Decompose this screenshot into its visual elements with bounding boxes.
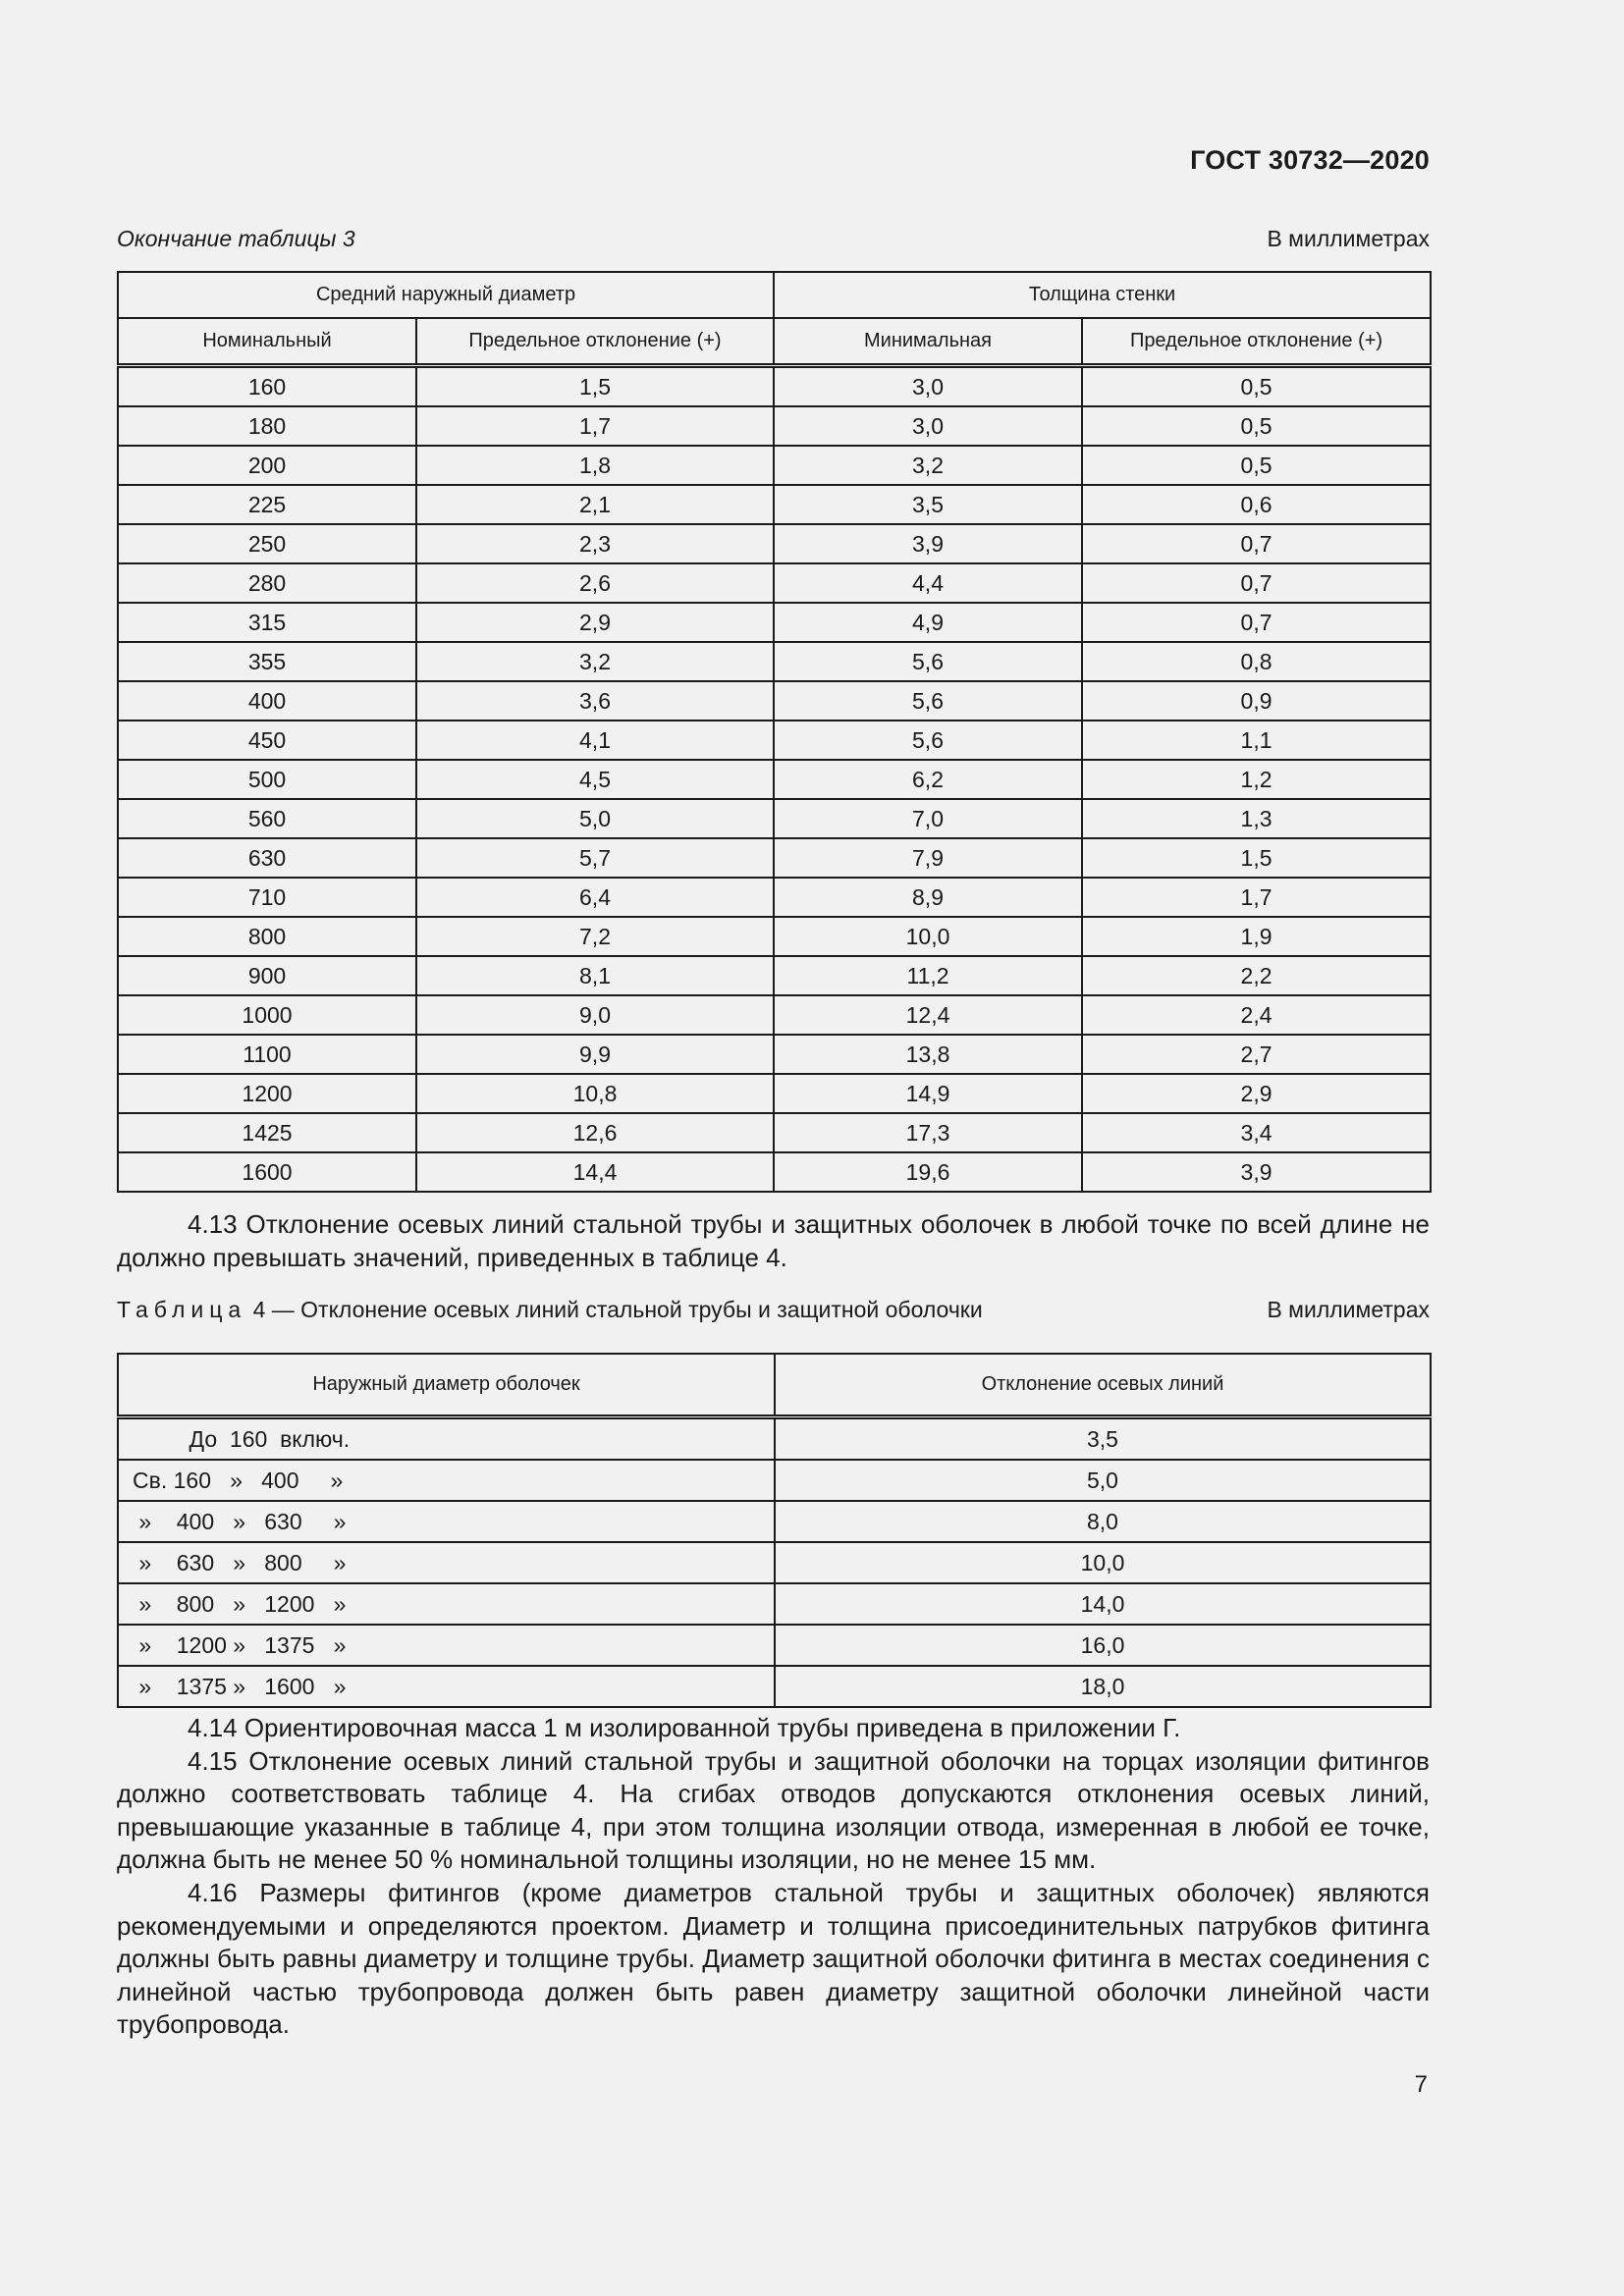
deviation-cell: 14,0 [775, 1583, 1431, 1625]
table-row [118, 446, 1431, 485]
table4-caption-text: 4 — Отклонение осевых линий стальной трубы и защитной оболочки [252, 1297, 983, 1322]
diameter-range-cell: Св. 160 » 400 » [118, 1460, 775, 1501]
table-cell: 0,9 [1082, 681, 1431, 721]
table-cell: 12,6 [416, 1113, 774, 1152]
table-cell: 280 [118, 563, 416, 603]
table-row [118, 406, 1431, 446]
table-cell: 1,2 [1082, 760, 1431, 799]
table-cell: 1,8 [416, 446, 774, 485]
table-cell: 0,7 [1082, 603, 1431, 642]
table-cell: 5,6 [774, 642, 1082, 681]
table-cell: 1000 [118, 995, 416, 1035]
table-cell: 0,7 [1082, 563, 1431, 603]
table-cell: 1425 [118, 1113, 416, 1152]
table-row [118, 681, 1431, 721]
table-cell: 3,5 [774, 485, 1082, 524]
table-row [118, 721, 1431, 760]
table-cell: 0,7 [1082, 524, 1431, 563]
diameter-range-cell: » 630 » 800 » [118, 1542, 775, 1583]
table3-column-header: Предельное отклонение (+) [416, 318, 774, 366]
table-cell: 13,8 [774, 1035, 1082, 1074]
table-cell: 5,0 [416, 799, 774, 838]
table-cell: 3,6 [416, 681, 774, 721]
table4-caption-label: Таблица [117, 1297, 247, 1322]
table-cell: 250 [118, 524, 416, 563]
table3-units: В миллиметрах [1267, 226, 1430, 251]
paragraphs-block [117, 1712, 1430, 2042]
table-row [118, 956, 1431, 995]
table-cell: 0,5 [1082, 446, 1431, 485]
table-row [118, 838, 1431, 878]
table-cell: 9,9 [416, 1035, 774, 1074]
table-cell: 0,6 [1082, 485, 1431, 524]
table-cell: 14,4 [416, 1152, 774, 1192]
table-cell: 355 [118, 642, 416, 681]
table-cell: 17,3 [774, 1113, 1082, 1152]
paragraph: 4.15 Отклонение осевых линий стальной трубы и защитной оболочки на торцах изоляции фитингов должно соответствовать таблице 4. На сгибах отводов допускаются отклонения осевых линий, превышающие указанные в таблице 4, при этом толщина изоляции отвода, измеренная в любой ее точке, должна быть не менее 50 % номинальной толщины изоляции, но не менее 15 мм. [117, 1745, 1430, 1875]
table-cell: 4,9 [774, 603, 1082, 642]
table-cell: 8,9 [774, 878, 1082, 917]
table-row [118, 1583, 1431, 1625]
table-row [118, 1666, 1431, 1707]
table3-group-header: Средний наружный диаметр [118, 272, 774, 318]
table-row [118, 563, 1431, 603]
diameter-range-cell: » 400 » 630 » [118, 1501, 775, 1542]
table-cell: 225 [118, 485, 416, 524]
table-row [118, 995, 1431, 1035]
table-cell: 4,5 [416, 760, 774, 799]
table-cell: 7,2 [416, 917, 774, 956]
table3-body [118, 366, 1431, 1193]
table-cell: 1600 [118, 1152, 416, 1192]
table-cell: 6,2 [774, 760, 1082, 799]
table-row [118, 799, 1431, 838]
table-cell: 2,7 [1082, 1035, 1431, 1074]
diameter-range-cell: » 1375 » 1600 » [118, 1666, 775, 1707]
deviation-cell: 10,0 [775, 1542, 1431, 1583]
table-row [118, 642, 1431, 681]
deviation-cell: 8,0 [775, 1501, 1431, 1542]
table-row [118, 1501, 1431, 1542]
table-cell: 10,0 [774, 917, 1082, 956]
table-cell: 8,1 [416, 956, 774, 995]
table-cell: 3,9 [774, 524, 1082, 563]
table-cell: 5,6 [774, 721, 1082, 760]
table3-column-header: Предельное отклонение (+) [1082, 318, 1431, 366]
table-cell: 710 [118, 878, 416, 917]
table-row [118, 760, 1431, 799]
table-row [118, 1152, 1431, 1192]
table-cell: 2,1 [416, 485, 774, 524]
table-cell: 0,8 [1082, 642, 1431, 681]
table-cell: 0,5 [1082, 366, 1431, 407]
deviation-cell: 3,5 [775, 1417, 1431, 1461]
table4-caption [117, 1297, 1430, 1323]
table3-group-header: Толщина стенки [774, 272, 1431, 318]
table3 [117, 271, 1432, 1193]
table4-column-header: Отклонение осевых линий [775, 1354, 1431, 1417]
table-cell: 9,0 [416, 995, 774, 1035]
table-row [118, 603, 1431, 642]
table-cell: 160 [118, 366, 416, 407]
table-cell: 2,6 [416, 563, 774, 603]
table3-caption [117, 226, 1430, 252]
table-cell: 3,2 [416, 642, 774, 681]
deviation-cell: 16,0 [775, 1625, 1431, 1666]
table-cell: 2,2 [1082, 956, 1431, 995]
table-row [118, 1035, 1431, 1074]
table-cell: 3,2 [774, 446, 1082, 485]
table-cell: 0,5 [1082, 406, 1431, 446]
table-cell: 5,7 [416, 838, 774, 878]
table-cell: 6,4 [416, 878, 774, 917]
table-row [118, 1625, 1431, 1666]
table-row [118, 878, 1431, 917]
table-cell: 3,4 [1082, 1113, 1431, 1152]
table-row [118, 366, 1431, 407]
table4 [117, 1353, 1432, 1708]
table-cell: 11,2 [774, 956, 1082, 995]
table-row [118, 917, 1431, 956]
table-row [118, 1113, 1431, 1152]
table4-units: В миллиметрах [1267, 1297, 1430, 1322]
table4-column-header: Наружный диаметр оболочек [118, 1354, 775, 1417]
page-number: 7 [1414, 2071, 1428, 2098]
table-cell: 1,5 [1082, 838, 1431, 878]
table-cell: 7,0 [774, 799, 1082, 838]
table-cell: 4,1 [416, 721, 774, 760]
table-cell: 630 [118, 838, 416, 878]
table-row [118, 1417, 1431, 1461]
table-cell: 1200 [118, 1074, 416, 1113]
table-cell: 200 [118, 446, 416, 485]
table-cell: 7,9 [774, 838, 1082, 878]
table-cell: 12,4 [774, 995, 1082, 1035]
table3-column-header: Номинальный [118, 318, 416, 366]
table-cell: 560 [118, 799, 416, 838]
deviation-cell: 5,0 [775, 1460, 1431, 1501]
table-cell: 180 [118, 406, 416, 446]
table-cell: 2,3 [416, 524, 774, 563]
document-code: ГОСТ 30732—2020 [1190, 145, 1430, 175]
table-cell: 4,4 [774, 563, 1082, 603]
table-cell: 3,0 [774, 406, 1082, 446]
table-cell: 1,5 [416, 366, 774, 407]
table3-column-header: Минимальная [774, 318, 1082, 366]
paragraph-4-13: 4.13 Отклонение осевых линий стальной трубы и защитных оболочек в любой точке по всей длине не должно превышать значений, приведенных в таблице 4. [117, 1209, 1430, 1272]
diameter-range-cell: » 800 » 1200 » [118, 1583, 775, 1625]
table-cell: 2,9 [416, 603, 774, 642]
table-cell: 5,6 [774, 681, 1082, 721]
table-cell: 2,4 [1082, 995, 1431, 1035]
table-cell: 14,9 [774, 1074, 1082, 1113]
table-cell: 800 [118, 917, 416, 956]
table-cell: 500 [118, 760, 416, 799]
table-cell: 19,6 [774, 1152, 1082, 1192]
table-row [118, 485, 1431, 524]
table-cell: 3,9 [1082, 1152, 1431, 1192]
diameter-range-cell: » 1200 » 1375 » [118, 1625, 775, 1666]
table-cell: 1,7 [416, 406, 774, 446]
table4-body [118, 1417, 1431, 1708]
table-row [118, 1074, 1431, 1113]
table-cell: 1100 [118, 1035, 416, 1074]
table-cell: 3,0 [774, 366, 1082, 407]
table-cell: 1,9 [1082, 917, 1431, 956]
table-cell: 1,1 [1082, 721, 1431, 760]
table-row [118, 524, 1431, 563]
paragraph: 4.16 Размеры фитингов (кроме диаметров стальной трубы и защитных оболочек) являются рекомендуемыми и определяются проектом. Диаметр и толщина присоединительных патрубков фитинга должны быть равны диаметру и толщине трубы. Диаметр защитной оболочки фитинга в местах соединения с линейной частью трубопровода должен быть равен диаметру защитной оболочки линейной части трубопровода. [117, 1877, 1430, 2040]
table-cell: 2,9 [1082, 1074, 1431, 1113]
diameter-range-cell: До 160 включ. [118, 1417, 775, 1461]
table-cell: 315 [118, 603, 416, 642]
table-cell: 1,3 [1082, 799, 1431, 838]
table-cell: 10,8 [416, 1074, 774, 1113]
table-row [118, 1460, 1431, 1501]
table-cell: 900 [118, 956, 416, 995]
table-cell: 400 [118, 681, 416, 721]
table-row [118, 1542, 1431, 1583]
table3-caption-title: Окончание таблицы 3 [117, 226, 355, 251]
table-cell: 1,7 [1082, 878, 1431, 917]
table4-caption-title [117, 1297, 983, 1323]
table-cell: 450 [118, 721, 416, 760]
deviation-cell: 18,0 [775, 1666, 1431, 1707]
paragraph: 4.14 Ориентировочная масса 1 м изолированной трубы приведена в приложении Г. [188, 1713, 1181, 1742]
